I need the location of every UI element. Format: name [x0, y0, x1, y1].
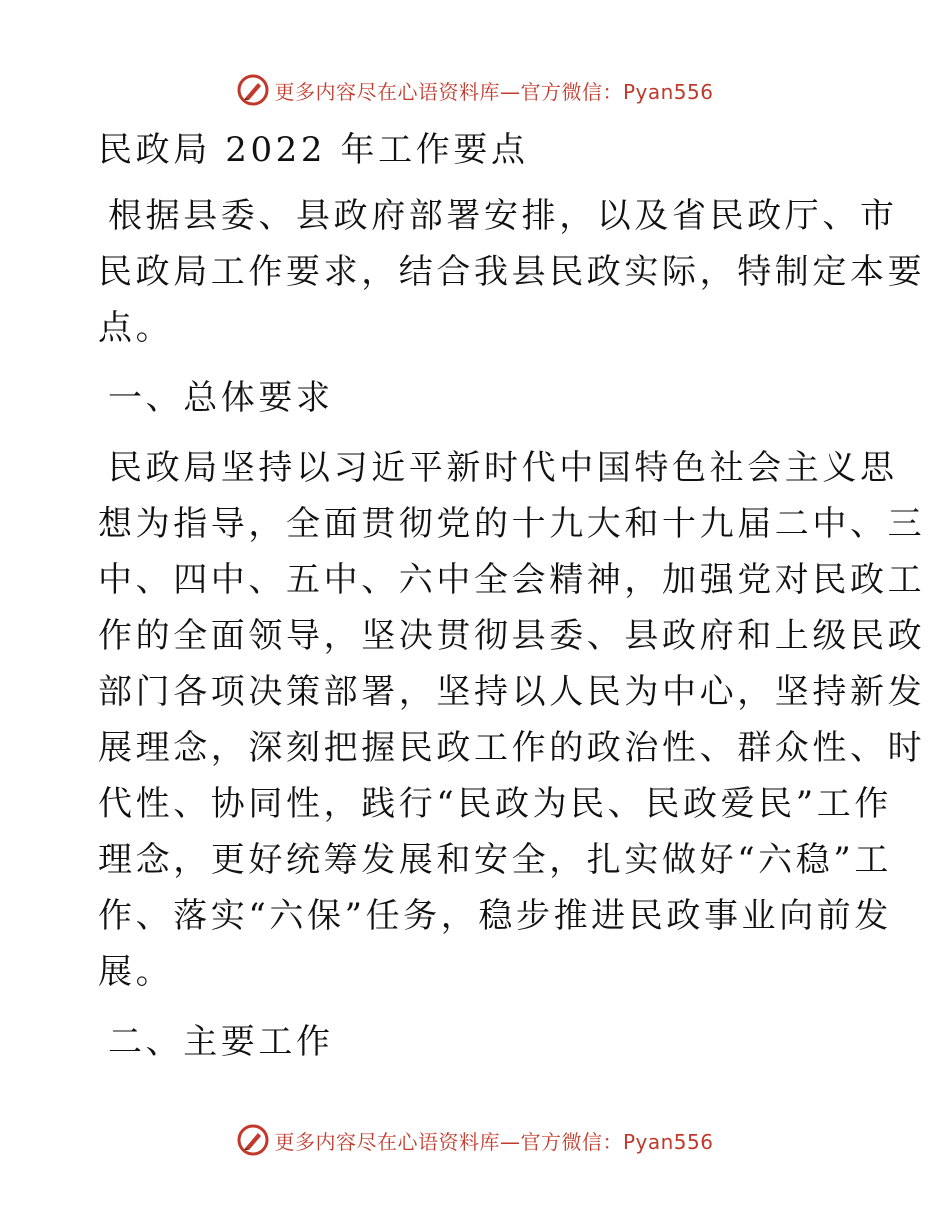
paragraph-line: 展。 — [98, 952, 174, 992]
paragraph-line: 作的全面领导，坚决贯彻县委、县政府和上级民政 — [98, 616, 926, 656]
intro-paragraph — [98, 188, 926, 356]
pen-logo-icon — [236, 73, 270, 107]
paragraph-line: 民政局工作要求，结合我县民政实际，特制定本要 — [98, 252, 926, 292]
paragraph-line: 代性、协同性，践行“民政为民、民政爱民”工作 — [98, 784, 892, 824]
paragraph-line: 点。 — [98, 308, 174, 348]
paragraph-line: 部门各项决策部署，坚持以人民为中心，坚持新发 — [98, 672, 926, 712]
section-heading-2: 二、主要工作 — [108, 1022, 334, 1062]
paragraph-line: 展理念，深刻把握民政工作的政治性、群众性、时 — [98, 728, 926, 768]
paragraph-line: 理念，更好统筹发展和安全，扎实做好“六稳”工 — [98, 840, 892, 880]
document-body — [98, 122, 926, 1084]
paragraph-line: 中、四中、五中、六中全会精神，加强党对民政工 — [98, 560, 926, 600]
section1-paragraph — [98, 440, 926, 1000]
pen-logo-icon — [236, 1123, 270, 1157]
paragraph-line: 作、落实“六保”任务，稳步推进民政事业向前发 — [98, 896, 892, 936]
paragraph-line: 民政局坚持以习近平新时代中国特色社会主义思 — [108, 448, 898, 488]
watermark-text: 更多内容尽在心语资料库—官方微信：Pyan556 — [274, 1129, 714, 1154]
watermark-text: 更多内容尽在心语资料库—官方微信：Pyan556 — [274, 79, 714, 104]
paragraph-line: 想为指导，全面贯彻党的十九大和十九届二中、三 — [98, 504, 926, 544]
footer-watermark — [0, 1120, 950, 1160]
header-watermark — [0, 70, 950, 110]
section-heading-1: 一、总体要求 — [108, 378, 334, 418]
paragraph-line: 根据县委、县政府部署安排，以及省民政厅、市 — [108, 196, 898, 236]
document-title: 民政局 2022 年工作要点 — [98, 130, 529, 170]
